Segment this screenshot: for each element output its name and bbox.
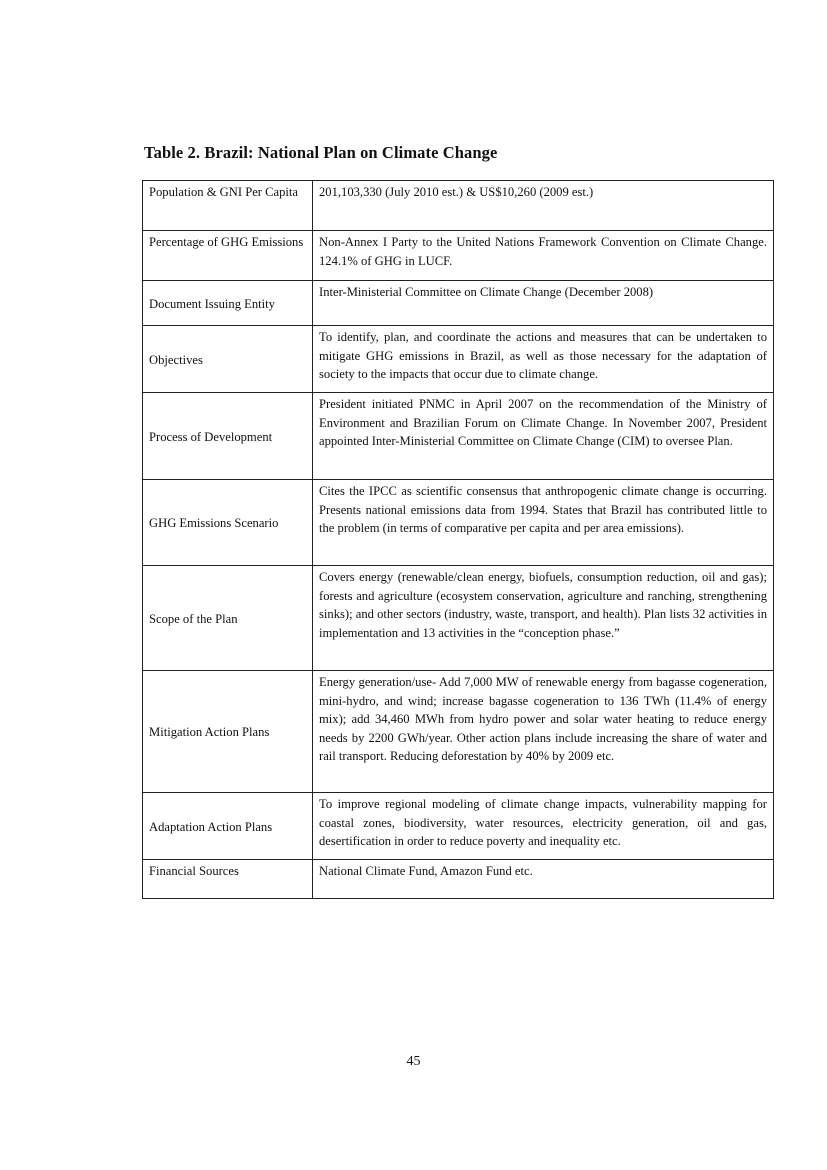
row-value-scope: Covers energy (renewable/clean energy, biofuels, consumption reduction, oil and gas); forests and agriculture (ecosystem conservation, agriculture and ranching, strengthening sinks); and other sectors (industry, waste, transport, and health). Plan lists 32 activities in implementation and 13 activities in the “conception phase.”: [313, 566, 774, 671]
row-value-issuing-entity: Inter-Ministerial Committee on Climate Change (December 2008): [313, 281, 774, 326]
row-label-issuing-entity: Document Issuing Entity: [143, 281, 313, 326]
row-value-objectives: To identify, plan, and coordinate the actions and measures that can be undertaken to mitigate GHG emissions in Brazil, as well as those necessary for the adaptation of society to the impacts that occur due to climate change.: [313, 326, 774, 393]
table-row-issuing-entity: [143, 281, 774, 326]
row-label-emissions-scenario: GHG Emissions Scenario: [143, 480, 313, 566]
row-value-ghg-percentage: Non-Annex I Party to the United Nations Framework Convention on Climate Change. 124.1% of GHG in LUCF.: [313, 231, 774, 281]
row-value-mitigation: Energy generation/use- Add 7,000 MW of renewable energy from bagasse cogeneration, mini-hydro, and wind; increase bagasse cogeneration to 136 TWh (11.4% of energy mix); add 34,460 MWh from hydro power and solar water heating to reduce energy needs by 2200 GWh/year. Other action plans include increasing the share of water and rail transport. Reducing deforestation by 40% by 2009 etc.: [313, 671, 774, 793]
table-row-scope: [143, 566, 774, 671]
row-label-mitigation: Mitigation Action Plans: [143, 671, 313, 793]
climate-plan-table: [142, 180, 774, 899]
row-value-process: President initiated PNMC in April 2007 on the recommendation of the Ministry of Environment and Brazilian Forum on Climate Change. In November 2007, President appointed Inter-Ministerial Committee on Climate Change (CIM) to oversee Plan.: [313, 393, 774, 480]
table-title: Table 2. Brazil: National Plan on Climate Change: [144, 143, 498, 162]
row-value-population: 201,103,330 (July 2010 est.) & US$10,260 (2009 est.): [313, 181, 774, 231]
table-row-ghg-percentage: [143, 231, 774, 281]
row-label-adaptation: Adaptation Action Plans: [143, 793, 313, 860]
table-row-financial: [143, 860, 774, 899]
row-value-emissions-scenario: Cites the IPCC as scientific consensus that anthropogenic climate change is occurring. Presents national emissions data from 1994. States that Brazil has contributed little to the problem (in terms of comparative per capita and per area emissions).: [313, 480, 774, 566]
row-label-population: Population & GNI Per Capita: [143, 181, 313, 231]
row-label-ghg-percentage: Percentage of GHG Emissions: [143, 231, 313, 281]
row-label-objectives: Objectives: [143, 326, 313, 393]
table-row-emissions-scenario: [143, 480, 774, 566]
row-label-process: Process of Development: [143, 393, 313, 480]
row-label-financial: Financial Sources: [143, 860, 313, 899]
table-row-adaptation: [143, 793, 774, 860]
table-row-process: [143, 393, 774, 480]
page-number: 45: [406, 1054, 421, 1069]
table-row-mitigation: [143, 671, 774, 793]
row-label-scope: Scope of the Plan: [143, 566, 313, 671]
table-row-objectives: [143, 326, 774, 393]
table-row-population: [143, 181, 774, 231]
row-value-financial: National Climate Fund, Amazon Fund etc.: [313, 860, 774, 899]
row-value-adaptation: To improve regional modeling of climate change impacts, vulnerability mapping for coastal zones, biodiversity, water resources, electricity generation, oil and gas, desertification in order to reduce poverty and inequality etc.: [313, 793, 774, 860]
